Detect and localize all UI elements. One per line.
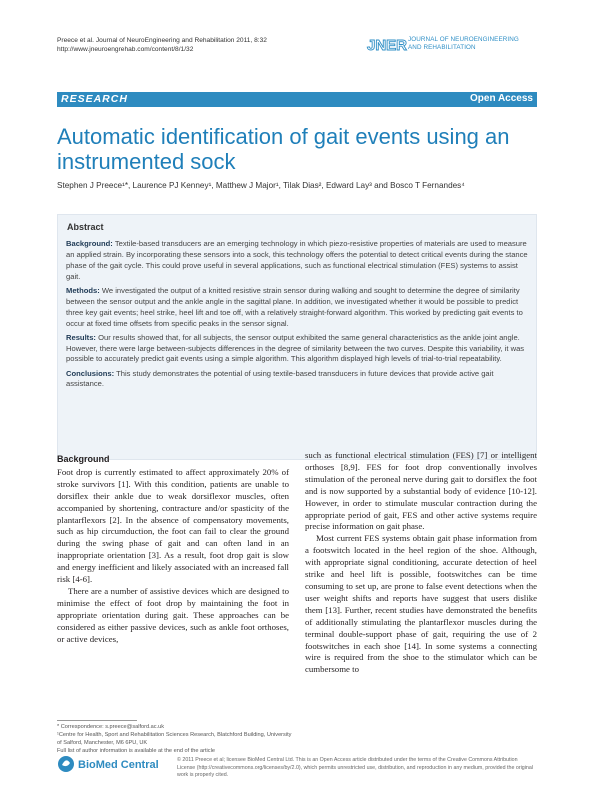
section-banner [57, 92, 537, 107]
biomed-central-logo [57, 754, 181, 774]
copyright-notice: © 2011 Preece et al; licensee BioMed Central Ltd. This is an Open Access article distributed under the terms of the Creative Commons Attribution License (http://creativecommons.org/licenses/by/2.0), which permits unrestricted use, distribution, and reproduction in any medium, provided the original work is properly cited. [177, 757, 533, 779]
body-column-right [305, 450, 537, 676]
abstract-heading: Abstract [67, 222, 104, 232]
journal-name [408, 36, 519, 52]
abstract-box [57, 214, 537, 460]
open-access-label: Open Access [470, 93, 533, 104]
footnotes [57, 723, 297, 755]
body-column-left [57, 454, 289, 646]
footnote-divider [57, 720, 137, 721]
bmc-logo-text: BioMed Central [78, 759, 159, 771]
abstract-methods-label: Methods: [66, 285, 100, 295]
abstract-methods-text: We investigated the output of a knitted resistive strain sensor during walking and sought to determine the degree of similarity between the sensor output and the ankle angle in the sagittal plane. In addition, we investigated whether it would be possible to predict three key gait events; heel strike, heel lift and toe off, with a relatively straight-forward algorithm. This worked by predicting gait events to occur at fixed time offsets from specific peaks in the sensor signal. [66, 285, 523, 328]
body-paragraph: Most current FES systems obtain gait phase information from a footswitch located in the heel region of the shoe. Although, with appropriate signal conditioning, accurate detection of heel strike and heel lift is possible, footswitches can be time consuming to set up, are prone to false event detections when the user weight shifts and reports have suggest that users dislike them [13]. Further, recent studies have demonstrated the benefits of additionally stimulating the plantarflexor muscles during the terminal double-support phase of gait, requiring the use of 2 footswitches in each shoe [14]. In some systems a connecting wire is required from the shoe to the stimulator which can be cumbersome to [305, 533, 537, 675]
affiliation-note: ¹Centre for Health, Sport and Rehabilitation Sciences Research, Blatchford Building, University of Salford, Manchester, M6 6PU, UK [57, 732, 292, 746]
abstract-conclusions-text: This study demonstrates the potential of using textile-based transducers in future devices that provide active gait assistance. [66, 368, 494, 389]
citation-line: Preece et al. Journal of NeuroEngineering and Rehabilitation 2011, 8:32 [57, 37, 267, 44]
abstract-results-label: Results: [66, 332, 96, 342]
abstract-body [66, 239, 530, 394]
author-list: Stephen J Preece¹*, Laurence PJ Kenney¹, Matthew J Major¹, Tilak Dias², Edward Lay³ and Bosco T Fernandes⁴ [57, 181, 465, 190]
body-paragraph: such as functional electrical stimulation (FES) [7] or intelligent orthoses [8,9]. FES for foot drop conventionally involves stimulation of the peroneal nerve during gait to dorsiflex the foot and is now supported by a substantial body of evidence [10-12]. However, in order to stimulate muscular contraction during the appropriate period of gait, FES and other active systems require precise information on gait phase. [305, 450, 537, 532]
abstract-conclusions [66, 369, 530, 391]
body-paragraph: There are a number of assistive devices which are designed to minimise the effect of foot drop by maintaining the foot in appropriate orientation during gait. These approaches can be considered as either passive devices, such as ankle foot orthoses, or active devices, [57, 585, 289, 644]
jner-logo-text: JNER [366, 37, 408, 54]
journal-name-line: AND REHABILITATION [408, 44, 476, 51]
section-label: RESEARCH [61, 93, 128, 105]
abstract-results [66, 333, 530, 366]
abstract-conclusions-label: Conclusions: [66, 368, 115, 378]
citation-header [57, 36, 267, 54]
abstract-background-label: Background: [66, 239, 113, 248]
jner-logo [366, 35, 408, 54]
article-title: Automatic identification of gait events using an instrumented sock [57, 124, 510, 174]
body-paragraph: Foot drop is currently estimated to affect approximately 20% of stroke survivors [1]. With this condition, patients are unable to dorsiflex their ankle due to weak dorsiflexor muscles, often accompanied by shortening, contracture and/or spasticity of the plantarflexors [2]. In the absence of compensatory movements, such as hip circumduction, the foot can fail to clear the ground during the swing phase of gait and can often land in an inappropriate orientation [3]. As a result, foot drop gait is slow and energy inefficient and likely associated with an increased fall risk [4-6]. [57, 466, 289, 585]
author-info-note: Full list of author information is available at the end of the article [57, 748, 215, 754]
abstract-results-text: Our results showed that, for all subjects, the sensor output exhibited the same general characteristics as the ankle joint angle. However, there were large between-subjects differences in the degree of similarity between the two curves. Despite this variability, it was possible to accurately predict gait events using a simple algorithm. This algorithm displayed high levels of trial-to-trial repeatability. [66, 332, 525, 364]
abstract-methods [66, 286, 530, 330]
abstract-background [66, 239, 530, 283]
correspondence-note: * Correspondence: s.preece@salford.ac.uk [57, 724, 165, 730]
section-heading-background: Background [57, 454, 110, 464]
abstract-background-text: Textile-based transducers are an emerging technology in which piezo-resistive properties of materials are used to measure an applied strain. By incorporating these sensors into a sock, this technology offers the potential to detect critical events during the stance phase of the gait cycle. This could prove useful in several applications, such as functional electrical stimulation (FES) systems to assist gait. [66, 239, 528, 281]
citation-url[interactable]: http://www.jneuroengrehab.com/content/8/1/32 [57, 46, 194, 53]
journal-name-line: JOURNAL OF NEUROENGINEERING [408, 36, 519, 43]
